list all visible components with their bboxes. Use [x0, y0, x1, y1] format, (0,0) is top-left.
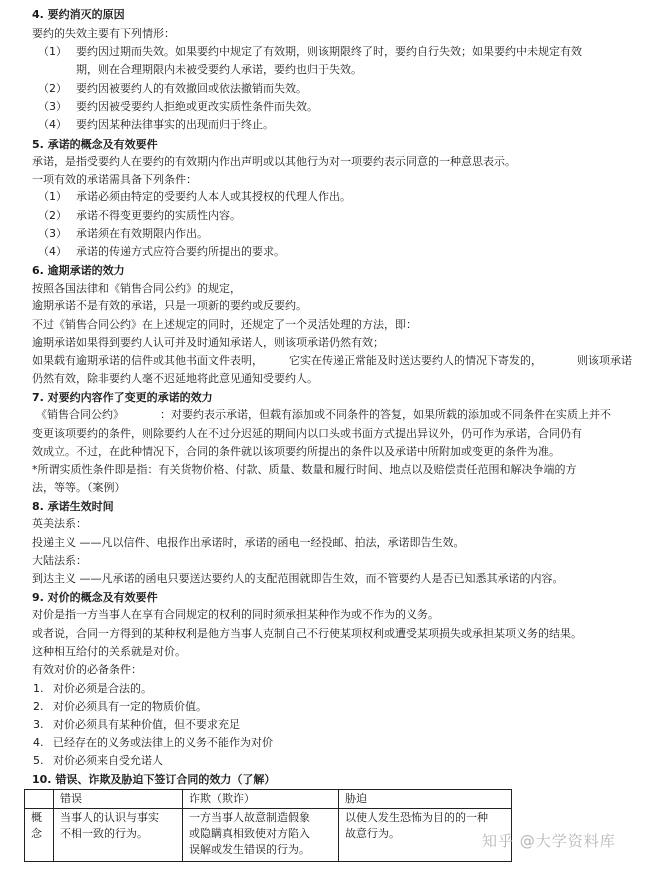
section-9-title: 9. 对价的概念及有效要件: [32, 591, 158, 604]
list-number: 4.: [33, 736, 44, 749]
section-5-intro: 一项有效的承诺需具备下列条件：: [32, 173, 197, 186]
table-cell: 一方当事人故意制造假象 或隐瞒真相致使对方陷入 误解或发生错误的行为。: [183, 809, 339, 862]
paragraph-line: 不过《销售合同公约》在上述规定的同时，还规定了一个灵活处理的方法，即：: [32, 318, 417, 331]
paragraph-line: 对价是指一方当事人在享有合同规定的权利的同时须承担某种作为或不作为的义务。: [32, 608, 439, 621]
section-5-title: 5. 承诺的概念及有效要件: [32, 138, 158, 151]
paragraph-line: 到达主义 ——凡承诺的函电只要送达要约人的支配范围就即告生效，而不管要约人是否已知悉其承诺的内容。: [32, 572, 564, 585]
label-common-law: 英美法系：: [32, 517, 87, 530]
list-item-text: 对价必须具有一定的物质价值。: [53, 700, 207, 713]
section-5-definition: 承诺，是指受要约人在要约的有效期内作出声明或以其他行为对一项要约表示同意的一种意思表示。: [32, 155, 516, 168]
section-8-title: 8. 承诺生效时间: [32, 500, 114, 513]
list-item-text: 承诺不得变更要约的实质性内容。: [76, 209, 241, 222]
table-header-cell: [25, 790, 54, 809]
paragraph-line: *所谓实质性条件即是指：有关货物价格、付款、质量、数量和履行时间、地点以及赔偿责任范围和解决争端的方: [32, 463, 577, 476]
paragraph-line: 变更该项要约的条件，则除要约人在不过分迟延的期间内以口头或书面方式提出异议外，仍可作为承诺，合同仍有: [32, 427, 582, 440]
paragraph-line: 法，等等。（案例）: [32, 481, 126, 494]
list-number: （4）: [38, 245, 67, 258]
table-header-row: [25, 790, 512, 809]
list-number: 2.: [33, 700, 44, 713]
list-item-text: 要约因某种法律事实的出现而归于终止。: [76, 118, 274, 131]
list-number: （2）: [38, 209, 67, 222]
list-item-text: 对价必须来自受允诺人: [53, 754, 163, 767]
paragraph-line: 或者说，合同一方得到的某种权利是他方当事人克制自己不行使某项权利或遭受某项损失或承担某项义务的结果。: [32, 627, 582, 640]
list-item-text: 承诺须在有效期限内作出。: [76, 227, 208, 240]
paragraph-line: 仍然有效，除非要约人毫不迟延地将此意见通知受要约人。: [32, 372, 318, 385]
list-number: （2）: [38, 82, 67, 95]
list-number: （3）: [38, 100, 67, 113]
table-row: [25, 809, 512, 862]
paragraph-line: 逾期承诺不是有效的承诺，只是一项新的要约或反要约。: [32, 299, 307, 312]
list-number: 5.: [33, 754, 44, 767]
paragraph-line: 效成立。不过，在此种情况下，合同的条件就以该项要约所提出的条件以及承诺中所附加或变更的条件为准。: [32, 445, 560, 458]
paragraph-line: 如果载有逾期承诺的信件或其他书面文件表明，: [32, 354, 263, 367]
table-header-cell: 诈欺（欺诈）: [183, 790, 339, 809]
table-row-label: 概 念: [25, 809, 54, 862]
list-item-text-cont: 期，则在合理期限内未被受要约人承诺，要约也归于失效。: [76, 63, 362, 76]
list-number: 1.: [33, 682, 44, 695]
paragraph-line: 按照各国法律和《销售合同公约》的规定，: [32, 282, 241, 295]
watermark: 知乎 @大学资料库: [482, 832, 616, 850]
paragraph-line-part: 它实在传递正常能及时送达要约人的情况下寄发的，: [289, 354, 542, 367]
table-header-cell: 胁迫: [339, 790, 512, 809]
list-item-text: 承诺的传递方式应符合要约所提出的要求。: [76, 245, 285, 258]
paragraph-line: 这种相互给付的关系就是对价。: [32, 645, 186, 658]
list-item-text: 要约因被要约人的有效撤回或依法撤销而失效。: [76, 82, 307, 95]
section-6-title: 6. 逾期承诺的效力: [32, 264, 125, 277]
paragraph-line: 逾期承诺如果得到要约人认可并及时通知承诺人，则该项承诺仍然有效；: [32, 336, 384, 349]
comparison-table: [24, 789, 512, 862]
list-number: 3.: [33, 718, 44, 731]
paragraph-line: 《销售合同公约》: [36, 408, 124, 421]
section-7-title: 7. 对要约内容作了变更的承诺的效力: [32, 391, 213, 404]
paragraph-line-part: ：对要约表示承诺，但载有添加或不同条件的答复，如果所载的添加或不同条件在实质上并不: [160, 408, 611, 421]
label-civil-law: 大陆法系：: [32, 554, 87, 567]
list-number: （1）: [38, 190, 67, 203]
list-number: （3）: [38, 227, 67, 240]
paragraph-line: 投递主义 ——凡以信件、电报作出承诺时，承诺的函电一经投邮、拍法，承诺即告生效。: [32, 536, 465, 549]
section-10-title: 10. 错误、诈欺及胁迫下签订合同的效力（了解）: [32, 773, 276, 786]
list-number: （4）: [38, 118, 67, 131]
list-item-text: 承诺必须由特定的受要约人本人或其授权的代理人作出。: [76, 190, 351, 203]
table-cell: 以使人发生恐怖为目的的一种 故意行为。: [339, 809, 512, 862]
section-4-intro: 要约的失效主要有下列情形：: [32, 27, 175, 40]
paragraph-line-part: 则该项承诺: [577, 354, 632, 367]
table-cell: 当事人的认识与事实 不相一致的行为。: [54, 809, 183, 862]
table-header-cell: 错误: [54, 790, 183, 809]
list-item-text: 对价必须具有某种价值，但不要求充足: [53, 718, 240, 731]
section-4-title: 4. 要约消灭的原因: [32, 8, 125, 21]
list-item-text: 已经存在的义务或法律上的义务不能作为对价: [53, 736, 273, 749]
list-item-text: 要约因被受要约人拒绝或更改实质性条件而失效。: [76, 100, 318, 113]
paragraph-line: 有效对价的必备条件：: [32, 663, 142, 676]
list-item-text: 对价必须是合法的。: [53, 682, 152, 695]
list-number: （1）: [38, 45, 67, 58]
list-item-text: 要约因过期而失效。如果要约中规定了有效期，则该期限终了时，要约自行失效；如果要约中未规定有效: [76, 45, 582, 58]
